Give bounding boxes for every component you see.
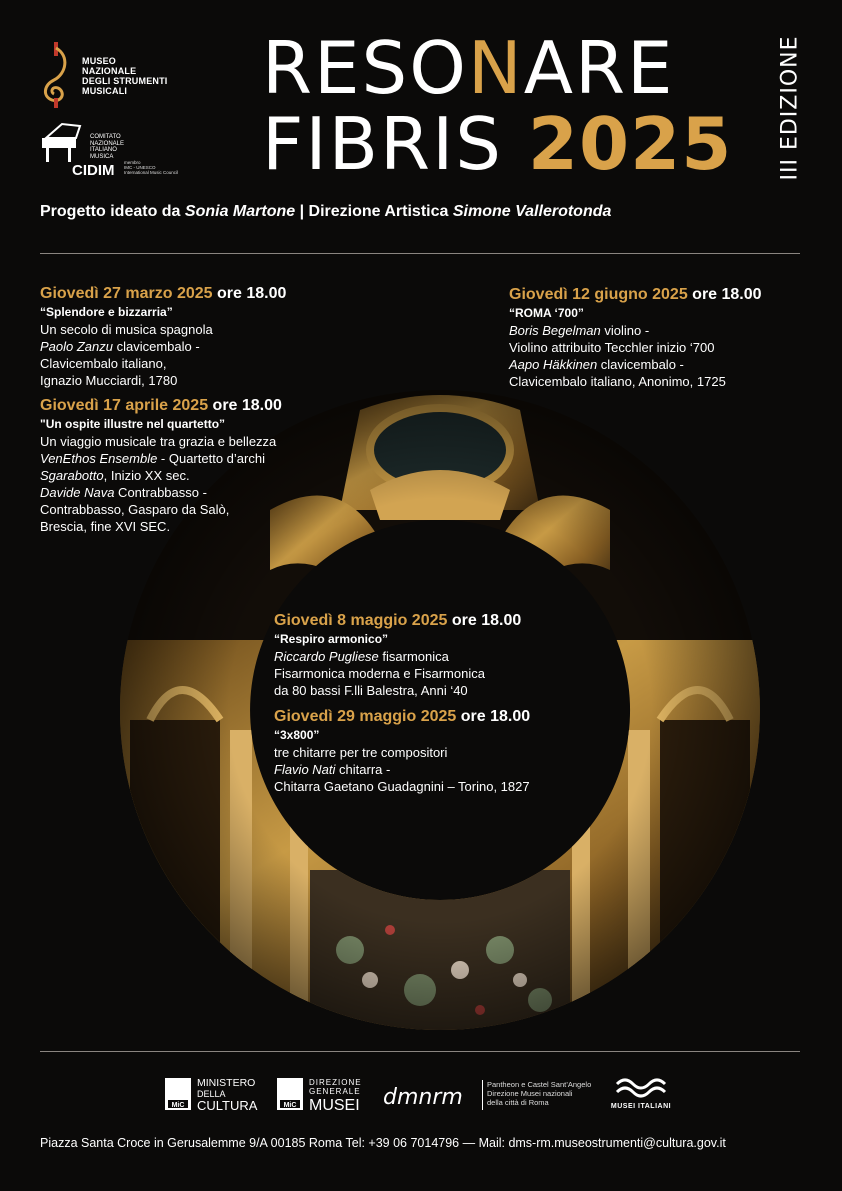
title-year: 2025 (527, 102, 733, 186)
title-line-2: FIBRIS 2025 (262, 102, 733, 186)
event-time: ore 18.00 (456, 708, 531, 725)
cidim-membership: membro IMC - UNESCO International Music Council (124, 160, 179, 175)
event-8-maggio: Giovedì 8 maggio 2025 ore 18.00 “Respiro armonico” Riccardo Pugliese fisarmonica Fisarmonica moderna e Fisarmonica da 80 bassi F.lli Balestra, Anni ‘40 (274, 612, 522, 698)
svg-text:DIREZIONE: DIREZIONE (309, 1078, 362, 1087)
svg-text:CULTURA: CULTURA (197, 1098, 258, 1113)
svg-text:MiC: MiC (283, 1102, 297, 1109)
piano-icon (40, 122, 84, 166)
cidim-full-name: COMITATO NAZIONALE ITALIANO MUSICA (90, 134, 125, 160)
event-date: Giovedì 27 marzo 2025 (40, 285, 213, 302)
event-title: "Un ospite illustre nel quartetto” (40, 417, 226, 431)
event-date: Giovedì 12 giugno 2025 (509, 286, 688, 303)
subtitle: Progetto ideato da Sonia Martone | Direzione Artistica Simone Vallerotonda (40, 203, 612, 220)
event-date: Giovedì 29 maggio 2025 (274, 708, 457, 725)
svg-text:Pantheon e Castel Sant’Angelo: Pantheon e Castel Sant’Angelo (487, 1080, 592, 1089)
treble-clef-icon (40, 40, 70, 110)
svg-text:GENERALE: GENERALE (309, 1087, 361, 1096)
title-gold-letter: N (467, 26, 524, 110)
ministero-cultura-logo (165, 1077, 258, 1113)
svg-text:Direzione Musei nazionali: Direzione Musei nazionali (487, 1089, 573, 1098)
event-time: ore 18.00 (212, 285, 287, 302)
top-divider (40, 253, 800, 254)
event-time: ore 18.00 (208, 397, 282, 414)
event-17-aprile: Giovedì 17 aprile 2025 ore 18.00 "Un ospite illustre nel quartetto” Un viaggio musicale tra grazia e bellezza VenEthos Ensemble - Quartetto d’archi Sgarabotto, Inizio XX sec. Davide Nava Contrabbasso - Contrabbasso, Gasparo da Salò, Brescia, fine XVI SEC. (40, 397, 282, 534)
svg-text:MINISTERO: MINISTERO (197, 1077, 256, 1089)
dmnrm-logo (383, 1080, 591, 1110)
museo-name: MUSEO NAZIONALE DEGLI STRUMENTI MUSICALI (82, 56, 168, 96)
mic-tag: MiC (171, 1102, 185, 1109)
footer-logos (165, 1072, 685, 1118)
museo-strumenti-logo (40, 40, 220, 110)
event-title: “3x800” (274, 728, 320, 742)
svg-text:MUSEI ITALIANI: MUSEI ITALIANI (610, 1103, 672, 1110)
cidim-logo (40, 122, 190, 180)
event-date: Giovedì 8 maggio 2025 (274, 612, 448, 629)
event-date: Giovedì 17 aprile 2025 (40, 397, 209, 414)
direzione-musei-logo (277, 1078, 362, 1114)
contact-address: Piazza Santa Croce in Gerusalemme 9/A 00185 Roma Tel: +39 06 7014796 — Mail: dms-rm.museostrumenti@cultura.gov.it (40, 1136, 726, 1150)
svg-text:della città di Roma: della città di Roma (487, 1098, 549, 1107)
event-title: “ROMA ‘700” (509, 306, 584, 320)
event-title: “Respiro armonico” (274, 632, 389, 646)
event-time: ore 18.00 (687, 286, 762, 303)
svg-text:MUSEI: MUSEI (309, 1097, 360, 1114)
bottom-divider (40, 1051, 800, 1052)
event-27-marzo: Giovedì 27 marzo 2025 ore 18.00 “Splendore e bizzarria” Un secolo di musica spagnola Paolo Zanzu clavicembalo - Clavicembalo italiano, Ignazio Mucciardi, 1780 (40, 285, 287, 388)
edition-label: III EDIZIONE (777, 35, 803, 181)
svg-text:dmnrm: dmnrm (383, 1085, 463, 1110)
event-29-maggio: Giovedì 29 maggio 2025 ore 18.00 “3x800” tre chitarre per tre compositori Flavio Nati chitarra - Chitarra Gaetano Guadagnini – Torino, 1827 (274, 708, 531, 794)
event-time: ore 18.00 (447, 612, 522, 629)
svg-text:DELLA: DELLA (197, 1089, 226, 1099)
event-title: “Splendore e bizzarria” (40, 305, 173, 319)
musei-italiani-logo (611, 1080, 671, 1110)
cidim-name: CIDIM (72, 162, 115, 179)
title-line-1: RESONARE (262, 26, 675, 110)
event-12-giugno: Giovedì 12 giugno 2025 ore 18.00 “ROMA ‘700” Boris Begelman violino - Violino attribuito Tecchler inizio ‘700 Aapo Häkkinen clavicembalo - Clavicembalo italiano, Anonimo, 1725 (509, 286, 762, 389)
